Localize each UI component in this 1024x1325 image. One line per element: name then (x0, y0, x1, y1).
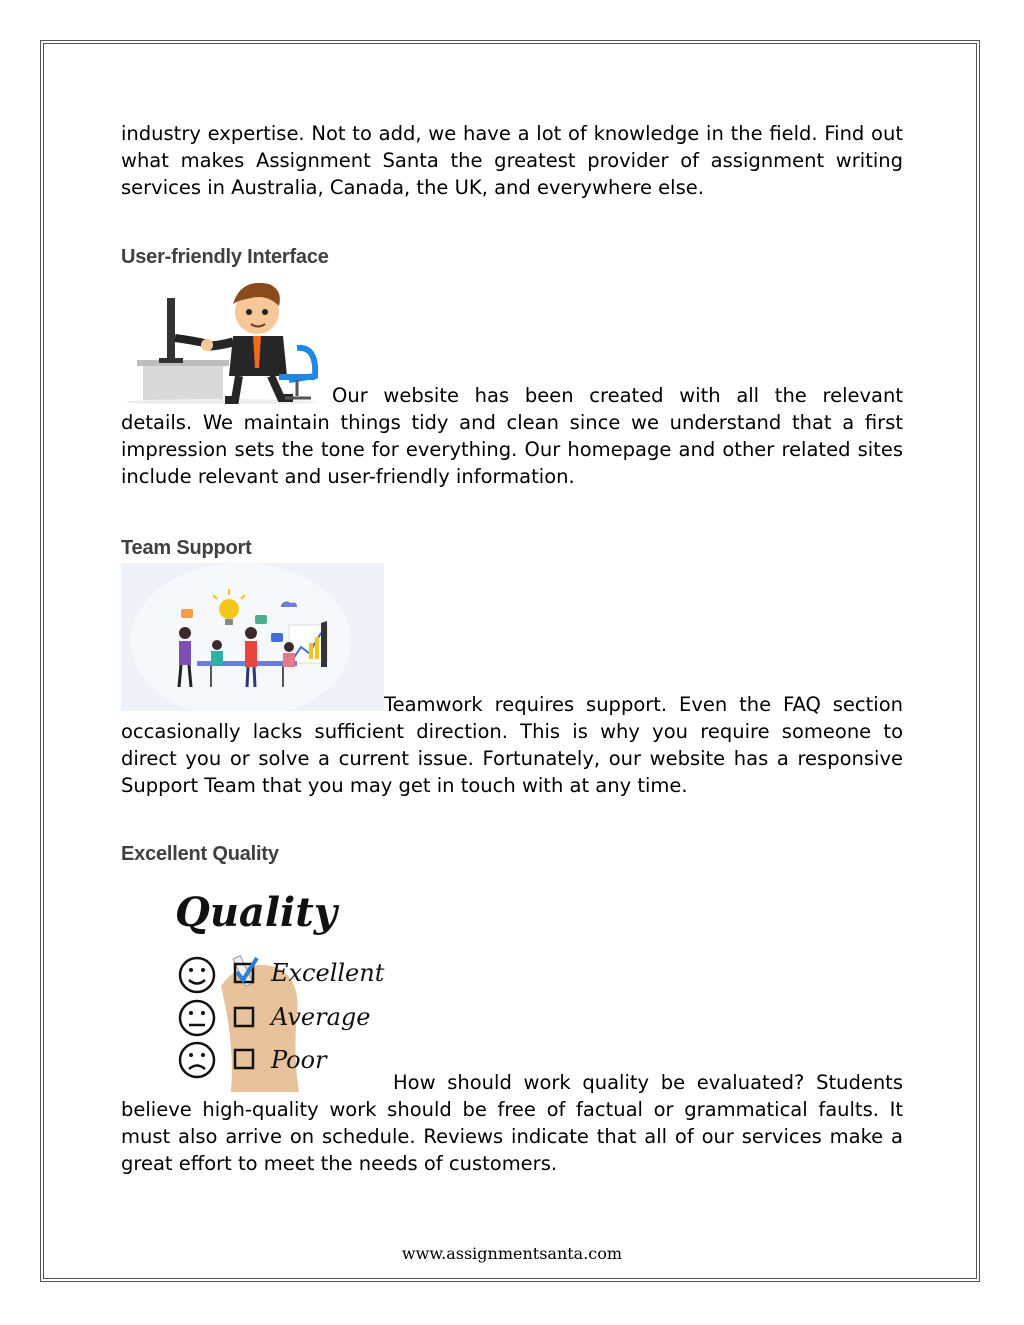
section-paragraph-excellent-quality: How should work quality be evaluated? Students believe high-quality work should be free of factual or grammatical faults. It must also arrive on schedule. Reviews indicate that all of our services make a great effort to meet the needs of customers. (121, 1071, 903, 1175)
intro-block (121, 120, 903, 201)
section-heading-excellent-quality: Excellent Quality (121, 843, 279, 865)
intro-paragraph: industry expertise. Not to add, we have a lot of knowledge in the field. Find out what makes Assignment Santa the greatest provider of assignment writing services in Australia, Canada, the UK, and everywhere else. (121, 122, 903, 199)
section-team-support (121, 563, 903, 799)
section-heading-team-support: Team Support (121, 537, 252, 559)
handshake-illustration (121, 276, 326, 404)
quality-checklist-illustration (121, 874, 389, 1092)
section-excellent-quality (121, 874, 903, 1177)
section-paragraph-team-support: Teamwork requires support. Even the FAQ section occasionally lacks sufficient direction. This is why you require someone to direct you or solve a current issue. Fortunately, our website has a responsive Support Team that you may get in touch with at any time. (121, 693, 903, 797)
quality-option-excellent: Excellent (271, 959, 385, 987)
quality-title-lettering: Quality (175, 889, 337, 936)
section-heading-user-friendly-interface: User-friendly Interface (121, 246, 329, 268)
quality-option-average: Average (271, 1003, 371, 1031)
section-user-friendly-interface (121, 276, 903, 490)
footer-url: www.assignmentsanta.com (401, 1244, 623, 1263)
team-meeting-illustration (121, 563, 384, 711)
section-paragraph-user-friendly-interface: Our website has been created with all the relevant details. We maintain things tidy and clean since we understand that a first impression sets the tone for everything. Our homepage and other related sites include relevant and user-friendly information. (121, 384, 903, 488)
quality-option-poor: Poor (271, 1046, 327, 1074)
